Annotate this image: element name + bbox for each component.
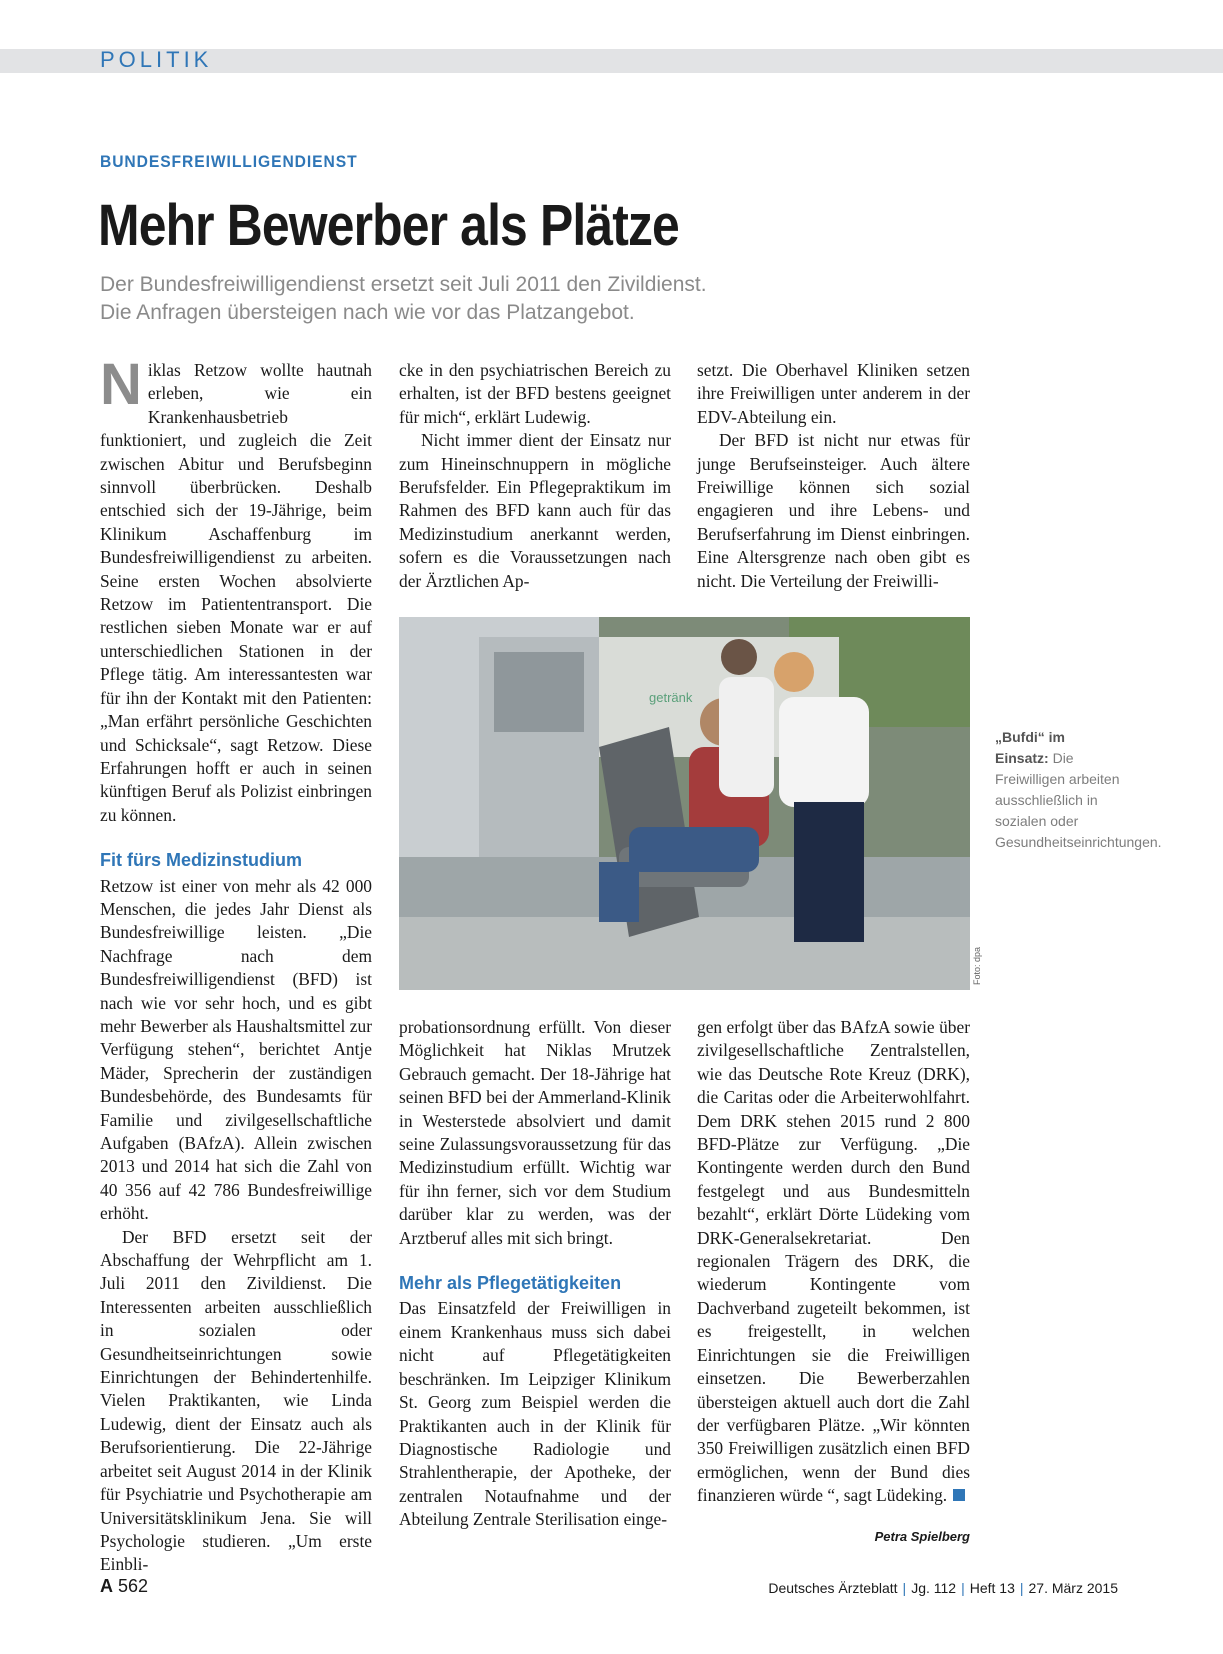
column-3-top xyxy=(697,359,970,593)
paragraph xyxy=(697,1016,970,1508)
paragraph: Nicht immer dient der Einsatz nur zum Hineinschnuppern in mögliche Berufsfelder. Ein Pflegepraktikum im Rahmen des BFD kann auch für das Medizinstudium anerkannt werden, sofern es die Voraussetzungen nach der Ärztlichen Ap- xyxy=(399,430,671,591)
page-number-value: 562 xyxy=(118,1576,149,1596)
paragraph: Der BFD ersetzt seit der Abschaffung der Wehrpflicht am 1. Juli 2011 den Zivildienst. Die Interessenten arbeiten ausschließlich in sozialen oder Gesundheitseinrichtungen sowie Einrichtungen der Behindertenhilfe. Vielen Praktikanten, wie Linda Ludewig, dient der Einsatz auch als Berufsorientierung. Die 22-Jährige arbeitet seit August 2014 in der Klinik für Psychiatrie und Psychotherapie am Universitätsklinikum Jena. Sie will Psychologie studieren. „Um erste Einbli- xyxy=(100,1226,372,1575)
drop-cap: N xyxy=(100,352,142,417)
page-number xyxy=(100,1576,148,1597)
separator: | xyxy=(1019,1580,1024,1596)
paragraph-text: iklas Retzow wollte hautnah erleben, wie ein Krankenhausbetrieb funktioniert, und zugleich die Zeit zwischen Abitur und Berufsbeginn sinnvoll überbrücken. Deshalb entschied sich der 19-Jährige, beim Klinikum Aschaffenburg im Bundesfreiwilligendienst zu arbeiten. Seine ersten Wochen absolvierte Retzow im Patiententransport. Die restlichen sieben Monate war er auf unterschiedlichen Stationen in der Pflege tätig. Am interessantesten war für ihn der Kontakt mit den Patienten: „Man erfährt persönliche Geschichten und Schicksale“, sagt Retzow. Diese Erfahrungen hofft er auch in seinen künftigen Beruf als Polizist einbringen zu können. xyxy=(100,360,372,825)
paragraph xyxy=(100,352,372,827)
issue-date: 27. März 2015 xyxy=(1028,1580,1118,1596)
column-1 xyxy=(100,352,372,1577)
volume: Jg. 112 xyxy=(911,1580,957,1596)
van-lettering: getränk xyxy=(649,690,693,705)
article-photo xyxy=(399,617,970,990)
article-lead xyxy=(100,271,860,327)
subheading: Fit fürs Medizinstudium xyxy=(100,850,302,871)
photo-caption xyxy=(995,727,1162,853)
photo-illustration xyxy=(399,617,970,990)
paragraph: cke in den psychiatrischen Bereich zu erhalten, ist der BFD bestens geeignet für mich“, erklärt Ludewig. xyxy=(399,360,671,427)
issue: Heft 13 xyxy=(969,1580,1015,1596)
caption-title: „Bufdi“ im Einsatz: xyxy=(995,729,1065,766)
column-2-bottom xyxy=(399,1016,671,1532)
author-name: Petra Spielberg xyxy=(874,1529,970,1544)
paragraph: Retzow ist einer von mehr als 42 000 Menschen, die jedes Jahr Dienst als Bundesfreiwillige leisten. „Die Nachfrage nach dem Bundesfreiwilligendienst (BFD) ist nach wie vor sehr hoch, und es gibt mehr Bewerber als Haushaltsmittel zur Verfügung stehen“, berichtet Antje Mäder, Sprecherin der zuständigen Bundesbehörde, des Bundesamts für Familie und zivilgesellschaftliche Aufgaben (BAfzA). Allein zwischen 2013 und 2014 hat sich die Zahl von 40 356 auf 42 786 Bundesfreiwillige erhöht. xyxy=(100,875,372,1224)
footer-citation xyxy=(768,1580,1118,1596)
paragraph: setzt. Die Oberhavel Kliniken setzen ihre Freiwilligen unter anderem in der EDV-Abteilung ein. xyxy=(697,360,970,427)
caption-text: Die Freiwilligen arbeiten ausschließlich in sozialen oder Gesundheitseinrichtungen. xyxy=(995,750,1162,850)
lead-line-2: Die Anfragen übersteigen nach wie vor das Platzangebot. xyxy=(100,301,635,324)
end-mark-icon xyxy=(953,1489,965,1501)
paragraph: probationsordnung erfüllt. Von dieser Möglichkeit hat Niklas Mrutzek Gebrauch gemacht. Der 18-Jährige hat seinen BFD bei der Ammerland-Klinik in Westerstede absolviert und damit seine Zulassungsvoraussetzung für das Medizinstudium erfüllt. Wichtig war für ihn ferner, sich vor dem Studium darüber klar zu werden, was der Arztberuf alles mit sich bringt. xyxy=(399,1017,671,1248)
paragraph: Der BFD ist nicht nur etwas für junge Berufseinsteiger. Auch ältere Freiwillige können sich sozial engagieren und ihre Lebens- und Berufserfahrung im Dienst einbringen. Eine Altersgrenze nach oben gibt es nicht. Die Verteilung der Freiwilli- xyxy=(697,430,970,591)
separator: | xyxy=(961,1580,965,1596)
paragraph: Das Einsatzfeld der Freiwilligen in einem Krankenhaus muss sich dabei nicht auf Pflegetätigkeiten beschränken. Im Leipziger Klinikum St. Georg zum Beispiel werden die Praktikanten auch in der Klinik für Diagnostische Radiologie und Strahlentherapie, der Apotheke, der zentralen Notaufnahme und der Abteilung Zentrale Sterilisation einge- xyxy=(399,1298,671,1530)
article-kicker: BUNDESFREIWILLIGENDIENST xyxy=(100,152,358,171)
column-2-top xyxy=(399,359,671,593)
separator: | xyxy=(902,1580,907,1596)
photo-credit: Foto: dpa xyxy=(972,946,982,985)
column-3-bottom xyxy=(697,1016,970,1508)
lead-line-1: Der Bundesfreiwilligendienst ersetzt seit Juli 2011 den Zivildienst. xyxy=(100,273,707,296)
journal-name: Deutsches Ärzteblatt xyxy=(768,1580,898,1596)
page-prefix: A xyxy=(100,1576,113,1596)
subheading: Mehr als Pflegetätigkeiten xyxy=(399,1273,622,1294)
article-title: Mehr Bewerber als Plätze xyxy=(98,193,679,258)
paragraph-text: gen erfolgt über das BAfzA sowie über zivilgesellschaftliche Zentralstellen, wie das Deutsche Rote Kreuz (DRK), die Caritas oder die Arbeiterwohlfahrt. Dem DRK stehen 2015 rund 2 800 BFD-Plätze zur Verfügung. „Die Kontingente werden durch den Bund festgelegt und aus Bundesmitteln bezahlt“, erklärt Dörte Lüdeking vom DRK-Generalsekretariat. Den regionalen Trägern des DRK, die wiederum Kontingente vom Dachverband zugeteilt bekommen, ist es freigestellt, in welchen Einrichtungen sie die Freiwilligen einsetzen. Die Bewerberzahlen übersteigen aktuell auch dort die Zahl der verfügbaren Plätze. „Wir könnten 350 Freiwilligen zusätzlich einen BFD ermöglichen, wenn der Bund dies finanzieren würde “, sagt Lüdeking. xyxy=(697,1017,970,1506)
section-label: POLITIK xyxy=(100,47,213,72)
